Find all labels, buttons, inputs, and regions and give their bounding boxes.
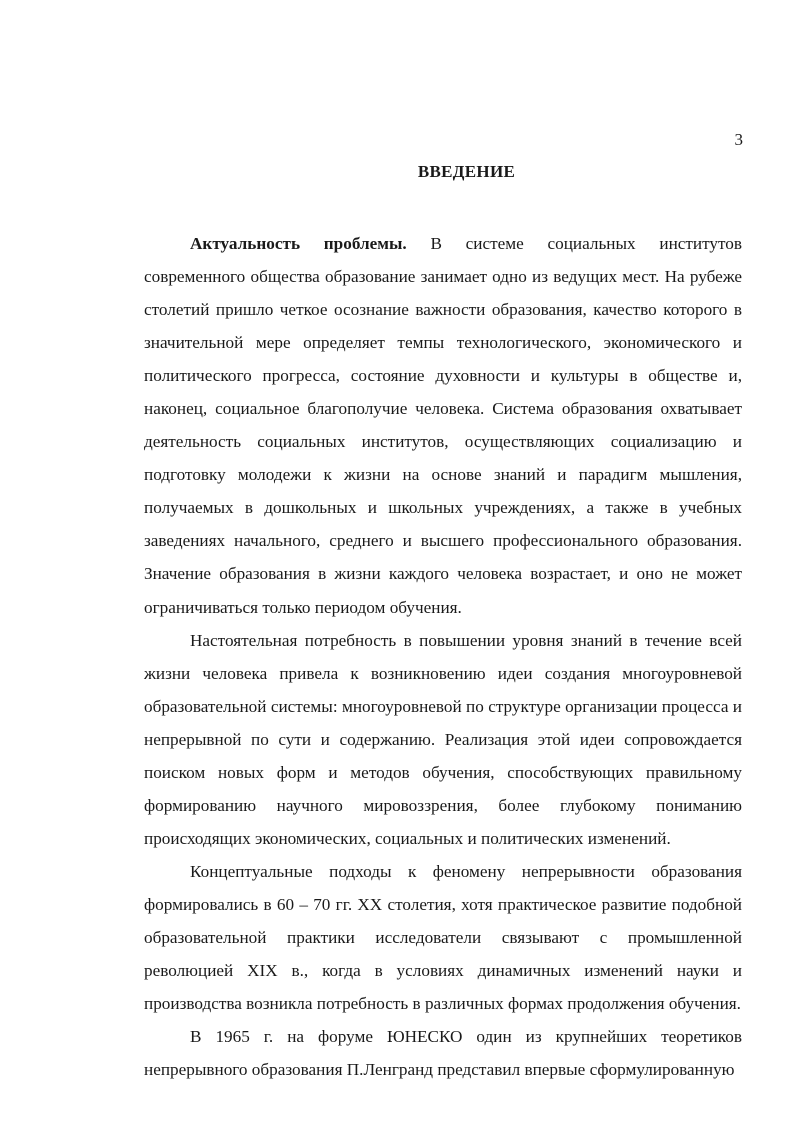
page-number: 3	[734, 130, 743, 149]
paragraph-relevance	[144, 227, 742, 624]
paragraph-text: Концептуальные подходы к феномену непрерывности образования формировались в 60 – 70 гг. XX столетия, хотя практическое развитие подобной образовательной практики исследователи связывают с промышленной революцией XIX в., когда в условиях динамичных изменений науки и производства возникла потребность в различных формах продолжения обучения.	[144, 861, 742, 1014]
paragraph-need	[144, 624, 742, 855]
body-text	[144, 227, 742, 1086]
paragraph-lead: Актуальность проблемы.	[190, 234, 407, 253]
paragraph-concepts	[144, 855, 742, 1020]
section-heading: ВВЕДЕНИЕ	[417, 162, 516, 181]
paragraph-text: В 1965 г. на форуме ЮНЕСКО один из крупнейших теоретиков непрерывного образования П.Ленгранд представил впервые сформулированную	[144, 1027, 742, 1080]
paragraph-text: В системе социальных институтов современного общества образование занимает одно из ведущих мест. На рубеже столетий пришло четкое осознание важности образования, качество которого в значительной мере определяет темпы технологического, экономического и политического прогресса, состояние духовности и культуры в обществе и, наконец, социальное благополучие человека. Система образования охватывает деятельность социальных институтов, осуществляющих социализацию и подготовку молодежи к жизни на основе знаний и парадигм мышления, получаемых в дошкольных и школьных учреждениях, а также в учебных заведениях начального, среднего и высшего профессионального образования. Значение образования в жизни каждого человека возрастает, и оно не может ограничиваться только периодом обучения.	[144, 234, 743, 617]
paragraph-text: Настоятельная потребность в повышении уровня знаний в течение всей жизни человека привела к возникновению идеи создания многоуровневой образовательной системы: многоуровневой по структуре организации процесса и непрерывной по сути и содержанию. Реализация этой идеи сопровождается поиском новых форм и методов обучения, способствующих правильному формированию научного мировоззрения, более глубокому пониманию происходящих экономических, социальных и политических изменений.	[144, 630, 742, 848]
paragraph-unesco	[144, 1020, 742, 1086]
